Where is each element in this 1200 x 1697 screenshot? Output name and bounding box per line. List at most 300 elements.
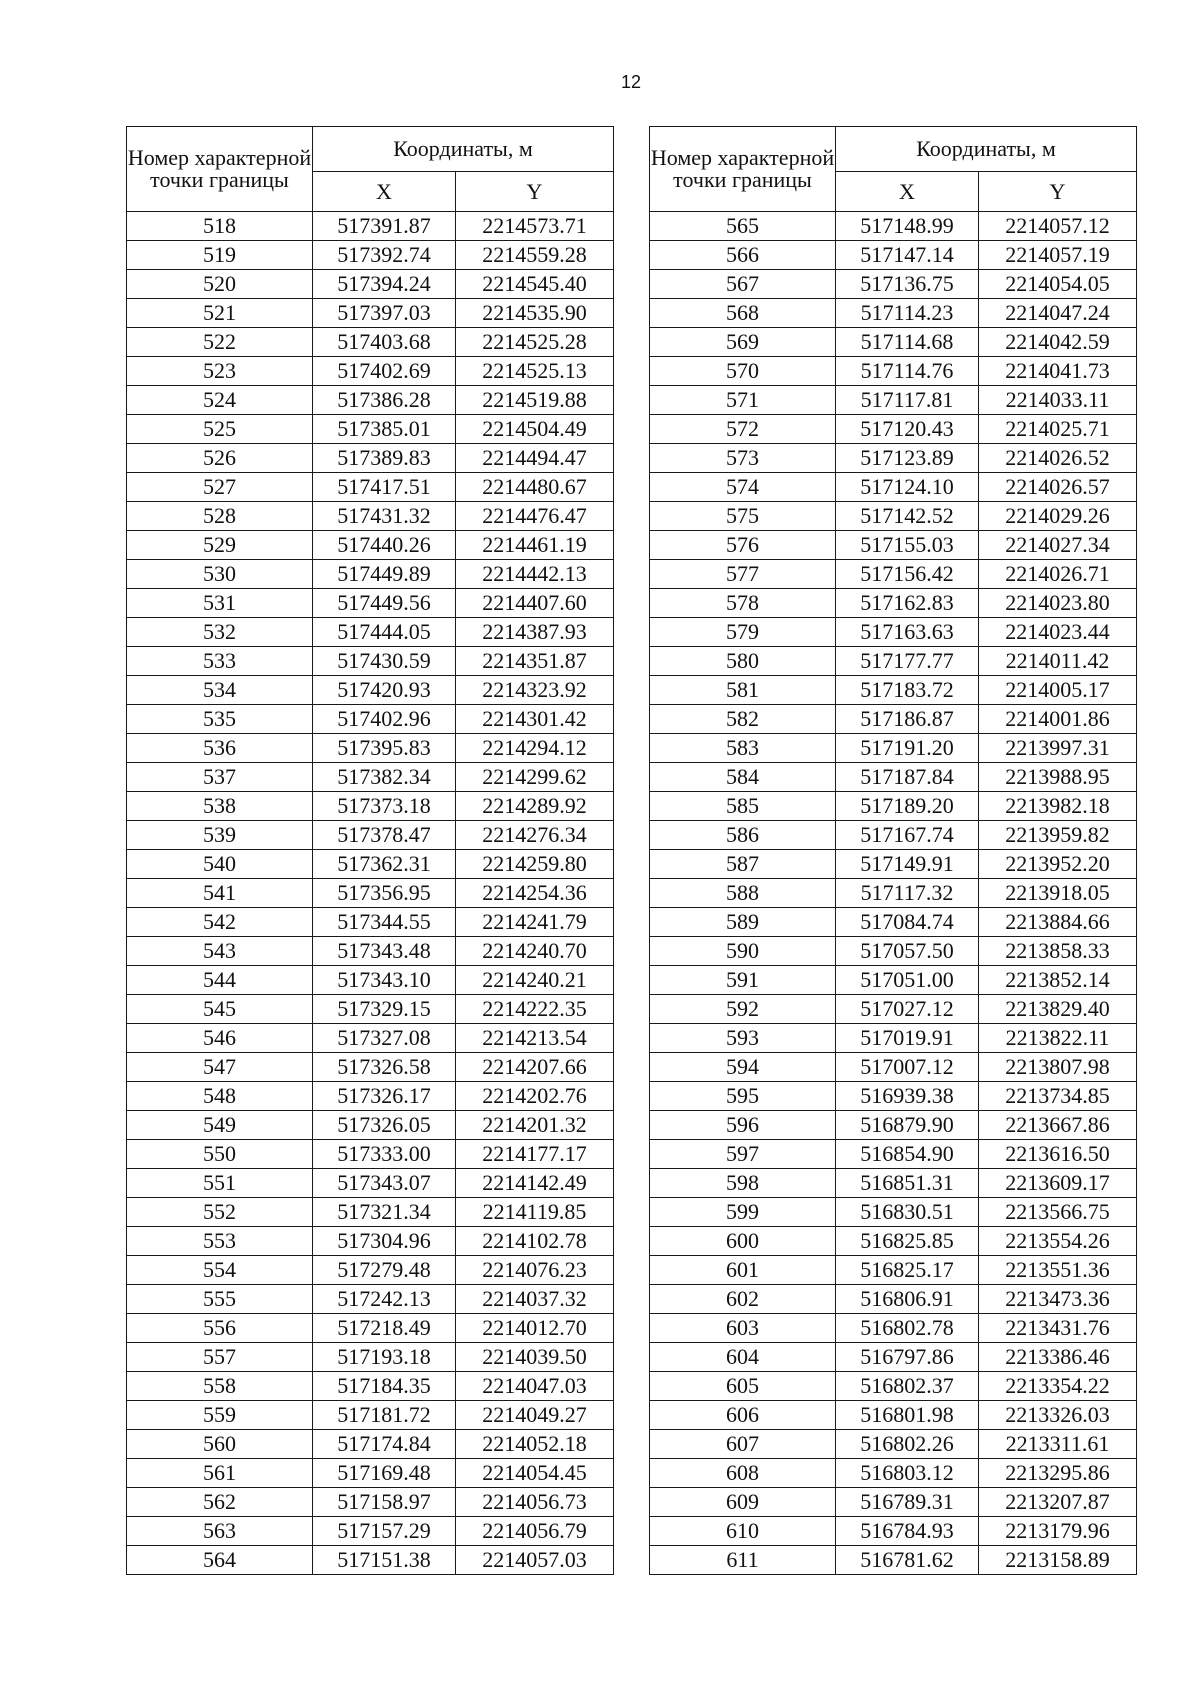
y-coordinate-cell: 2214042.59 bbox=[979, 328, 1137, 357]
y-coordinate-cell: 2214201.32 bbox=[456, 1111, 614, 1140]
x-coordinate-cell: 517187.84 bbox=[836, 763, 979, 792]
point-number-cell: 608 bbox=[650, 1459, 836, 1488]
x-coordinate-cell: 517378.47 bbox=[313, 821, 456, 850]
point-number-cell: 557 bbox=[127, 1343, 313, 1372]
y-coordinate-cell: 2214494.47 bbox=[456, 444, 614, 473]
x-coordinate-cell: 517327.08 bbox=[313, 1024, 456, 1053]
x-coordinate-cell: 517242.13 bbox=[313, 1285, 456, 1314]
x-coordinate-cell: 517117.81 bbox=[836, 386, 979, 415]
x-coordinate-cell: 517279.48 bbox=[313, 1256, 456, 1285]
table-row bbox=[650, 589, 1137, 618]
y-coordinate-cell: 2213554.26 bbox=[979, 1227, 1137, 1256]
y-coordinate-cell: 2214476.47 bbox=[456, 502, 614, 531]
page-number: 12 bbox=[620, 72, 642, 92]
point-number-cell: 565 bbox=[650, 212, 836, 241]
y-coordinate-cell: 2213822.11 bbox=[979, 1024, 1137, 1053]
x-coordinate-cell: 517420.93 bbox=[313, 676, 456, 705]
table-row bbox=[650, 1343, 1137, 1372]
table-row bbox=[650, 705, 1137, 734]
y-coordinate-cell: 2214005.17 bbox=[979, 676, 1137, 705]
y-coordinate-cell: 2214056.79 bbox=[456, 1517, 614, 1546]
y-coordinate-cell: 2213386.46 bbox=[979, 1343, 1137, 1372]
point-number-cell: 605 bbox=[650, 1372, 836, 1401]
table-row bbox=[650, 1082, 1137, 1111]
table-row bbox=[650, 1401, 1137, 1430]
table-body bbox=[127, 212, 614, 1575]
y-coordinate-cell: 2214299.62 bbox=[456, 763, 614, 792]
point-number-cell: 567 bbox=[650, 270, 836, 299]
y-coordinate-cell: 2214027.34 bbox=[979, 531, 1137, 560]
y-coordinate-cell: 2214023.80 bbox=[979, 589, 1137, 618]
y-coordinate-cell: 2214461.19 bbox=[456, 531, 614, 560]
x-coordinate-cell: 517391.87 bbox=[313, 212, 456, 241]
point-number-cell: 574 bbox=[650, 473, 836, 502]
point-number-cell: 519 bbox=[127, 241, 313, 270]
point-number-cell: 537 bbox=[127, 763, 313, 792]
table-row bbox=[127, 763, 614, 792]
point-number-cell: 595 bbox=[650, 1082, 836, 1111]
point-number-cell: 524 bbox=[127, 386, 313, 415]
y-coordinate-cell: 2213566.75 bbox=[979, 1198, 1137, 1227]
table-row bbox=[127, 1488, 614, 1517]
x-coordinate-cell: 517019.91 bbox=[836, 1024, 979, 1053]
point-number-cell: 544 bbox=[127, 966, 313, 995]
x-coordinate-cell: 517123.89 bbox=[836, 444, 979, 473]
x-coordinate-cell: 517344.55 bbox=[313, 908, 456, 937]
x-coordinate-cell: 516802.37 bbox=[836, 1372, 979, 1401]
x-coordinate-cell: 517174.84 bbox=[313, 1430, 456, 1459]
y-coordinate-cell: 2214057.03 bbox=[456, 1546, 614, 1575]
table-row bbox=[650, 1111, 1137, 1140]
y-coordinate-cell: 2214054.45 bbox=[456, 1459, 614, 1488]
point-number-cell: 611 bbox=[650, 1546, 836, 1575]
y-coordinate-cell: 2214519.88 bbox=[456, 386, 614, 415]
table-row bbox=[650, 1169, 1137, 1198]
x-coordinate-cell: 517304.96 bbox=[313, 1227, 456, 1256]
y-coordinate-cell: 2213734.85 bbox=[979, 1082, 1137, 1111]
point-number-cell: 593 bbox=[650, 1024, 836, 1053]
point-number-cell: 569 bbox=[650, 328, 836, 357]
table-row bbox=[127, 1024, 614, 1053]
x-coordinate-cell: 517007.12 bbox=[836, 1053, 979, 1082]
x-coordinate-cell: 516825.17 bbox=[836, 1256, 979, 1285]
table-row bbox=[127, 560, 614, 589]
point-number-cell: 540 bbox=[127, 850, 313, 879]
y-coordinate-cell: 2214102.78 bbox=[456, 1227, 614, 1256]
x-coordinate-cell: 516854.90 bbox=[836, 1140, 979, 1169]
y-coordinate-cell: 2214545.40 bbox=[456, 270, 614, 299]
x-coordinate-cell: 517321.34 bbox=[313, 1198, 456, 1227]
x-coordinate-cell: 516806.91 bbox=[836, 1285, 979, 1314]
point-number-cell: 541 bbox=[127, 879, 313, 908]
table-row bbox=[127, 386, 614, 415]
point-number-cell: 571 bbox=[650, 386, 836, 415]
point-number-cell: 529 bbox=[127, 531, 313, 560]
y-coordinate-cell: 2213326.03 bbox=[979, 1401, 1137, 1430]
table-row bbox=[650, 1372, 1137, 1401]
table-row bbox=[127, 328, 614, 357]
point-number-cell: 588 bbox=[650, 879, 836, 908]
table-row bbox=[127, 1227, 614, 1256]
table-row bbox=[650, 1227, 1137, 1256]
point-number-cell: 584 bbox=[650, 763, 836, 792]
y-coordinate-cell: 2214057.12 bbox=[979, 212, 1137, 241]
point-number-cell: 549 bbox=[127, 1111, 313, 1140]
y-coordinate-cell: 2214289.92 bbox=[456, 792, 614, 821]
table-row bbox=[127, 589, 614, 618]
point-number-header: Номер характерной точки границы bbox=[650, 127, 836, 212]
x-coordinate-cell: 517382.34 bbox=[313, 763, 456, 792]
x-coordinate-cell: 517343.07 bbox=[313, 1169, 456, 1198]
y-coordinate-cell: 2214259.80 bbox=[456, 850, 614, 879]
y-coordinate-cell: 2214012.70 bbox=[456, 1314, 614, 1343]
y-column-header: Y bbox=[979, 172, 1137, 212]
y-coordinate-cell: 2214504.49 bbox=[456, 415, 614, 444]
y-coordinate-cell: 2214037.32 bbox=[456, 1285, 614, 1314]
table-row bbox=[650, 1430, 1137, 1459]
point-number-cell: 553 bbox=[127, 1227, 313, 1256]
y-coordinate-cell: 2214023.44 bbox=[979, 618, 1137, 647]
x-coordinate-cell: 517386.28 bbox=[313, 386, 456, 415]
table-row bbox=[650, 995, 1137, 1024]
x-coordinate-cell: 517356.95 bbox=[313, 879, 456, 908]
table-row bbox=[650, 415, 1137, 444]
table-row bbox=[650, 1517, 1137, 1546]
y-coordinate-cell: 2213807.98 bbox=[979, 1053, 1137, 1082]
y-coordinate-cell: 2214026.52 bbox=[979, 444, 1137, 473]
x-coordinate-cell: 517394.24 bbox=[313, 270, 456, 299]
point-number-cell: 587 bbox=[650, 850, 836, 879]
point-number-cell: 536 bbox=[127, 734, 313, 763]
table-row bbox=[127, 908, 614, 937]
x-coordinate-cell: 517169.48 bbox=[313, 1459, 456, 1488]
point-number-cell: 558 bbox=[127, 1372, 313, 1401]
x-coordinate-cell: 517402.69 bbox=[313, 357, 456, 386]
table-row bbox=[127, 1459, 614, 1488]
table-row bbox=[127, 1314, 614, 1343]
table-row bbox=[127, 618, 614, 647]
table-row bbox=[127, 1401, 614, 1430]
y-coordinate-cell: 2213858.33 bbox=[979, 937, 1137, 966]
x-coordinate-cell: 517162.83 bbox=[836, 589, 979, 618]
x-coordinate-cell: 516784.93 bbox=[836, 1517, 979, 1546]
point-number-cell: 610 bbox=[650, 1517, 836, 1546]
y-coordinate-cell: 2214011.42 bbox=[979, 647, 1137, 676]
point-number-cell: 594 bbox=[650, 1053, 836, 1082]
point-number-cell: 592 bbox=[650, 995, 836, 1024]
y-coordinate-cell: 2213918.05 bbox=[979, 879, 1137, 908]
table-row bbox=[650, 241, 1137, 270]
x-coordinate-cell: 516801.98 bbox=[836, 1401, 979, 1430]
x-coordinate-cell: 517329.15 bbox=[313, 995, 456, 1024]
y-coordinate-cell: 2214119.85 bbox=[456, 1198, 614, 1227]
point-number-cell: 564 bbox=[127, 1546, 313, 1575]
point-number-cell: 525 bbox=[127, 415, 313, 444]
x-coordinate-cell: 516781.62 bbox=[836, 1546, 979, 1575]
point-number-cell: 543 bbox=[127, 937, 313, 966]
y-coordinate-cell: 2214294.12 bbox=[456, 734, 614, 763]
point-number-cell: 528 bbox=[127, 502, 313, 531]
table-row bbox=[650, 1546, 1137, 1575]
y-coordinate-cell: 2214202.76 bbox=[456, 1082, 614, 1111]
y-coordinate-cell: 2214056.73 bbox=[456, 1488, 614, 1517]
x-coordinate-cell: 517449.89 bbox=[313, 560, 456, 589]
y-coordinate-cell: 2213997.31 bbox=[979, 734, 1137, 763]
table-row bbox=[127, 1285, 614, 1314]
table-row bbox=[127, 502, 614, 531]
table-row bbox=[650, 1256, 1137, 1285]
y-coordinate-cell: 2214407.60 bbox=[456, 589, 614, 618]
point-number-cell: 556 bbox=[127, 1314, 313, 1343]
y-coordinate-cell: 2213295.86 bbox=[979, 1459, 1137, 1488]
point-number-cell: 522 bbox=[127, 328, 313, 357]
x-coordinate-cell: 516797.86 bbox=[836, 1343, 979, 1372]
point-number-cell: 526 bbox=[127, 444, 313, 473]
point-number-cell: 548 bbox=[127, 1082, 313, 1111]
x-coordinate-cell: 517395.83 bbox=[313, 734, 456, 763]
table-row bbox=[127, 966, 614, 995]
y-coordinate-cell: 2214049.27 bbox=[456, 1401, 614, 1430]
y-coordinate-cell: 2214039.50 bbox=[456, 1343, 614, 1372]
x-coordinate-cell: 517343.10 bbox=[313, 966, 456, 995]
x-coordinate-cell: 516802.78 bbox=[836, 1314, 979, 1343]
point-number-cell: 521 bbox=[127, 299, 313, 328]
table-row bbox=[650, 763, 1137, 792]
table-row bbox=[127, 995, 614, 1024]
y-coordinate-cell: 2214026.57 bbox=[979, 473, 1137, 502]
x-coordinate-cell: 517117.32 bbox=[836, 879, 979, 908]
table-row bbox=[127, 1082, 614, 1111]
point-number-cell: 554 bbox=[127, 1256, 313, 1285]
y-coordinate-cell: 2214041.73 bbox=[979, 357, 1137, 386]
point-number-cell: 534 bbox=[127, 676, 313, 705]
table-row bbox=[127, 531, 614, 560]
table-row bbox=[650, 1053, 1137, 1082]
y-coordinate-cell: 2214241.79 bbox=[456, 908, 614, 937]
coordinates-header: Координаты, м bbox=[313, 127, 614, 172]
point-number-cell: 599 bbox=[650, 1198, 836, 1227]
y-coordinate-cell: 2214076.23 bbox=[456, 1256, 614, 1285]
table-row bbox=[650, 1285, 1137, 1314]
x-coordinate-cell: 517362.31 bbox=[313, 850, 456, 879]
table-row bbox=[650, 850, 1137, 879]
point-number-cell: 589 bbox=[650, 908, 836, 937]
table-row bbox=[650, 386, 1137, 415]
point-number-cell: 532 bbox=[127, 618, 313, 647]
point-number-cell: 585 bbox=[650, 792, 836, 821]
y-coordinate-cell: 2213473.36 bbox=[979, 1285, 1137, 1314]
table-row bbox=[650, 821, 1137, 850]
table-row bbox=[127, 1546, 614, 1575]
table-row bbox=[127, 792, 614, 821]
y-coordinate-cell: 2214323.92 bbox=[456, 676, 614, 705]
table-row bbox=[650, 937, 1137, 966]
y-coordinate-cell: 2213616.50 bbox=[979, 1140, 1137, 1169]
table-row bbox=[127, 1517, 614, 1546]
y-coordinate-cell: 2213667.86 bbox=[979, 1111, 1137, 1140]
point-number-cell: 603 bbox=[650, 1314, 836, 1343]
x-coordinate-cell: 517326.05 bbox=[313, 1111, 456, 1140]
table-row bbox=[127, 270, 614, 299]
y-coordinate-cell: 2213982.18 bbox=[979, 792, 1137, 821]
point-number-cell: 539 bbox=[127, 821, 313, 850]
y-coordinate-cell: 2214213.54 bbox=[456, 1024, 614, 1053]
x-coordinate-cell: 517183.72 bbox=[836, 676, 979, 705]
x-coordinate-cell: 517189.20 bbox=[836, 792, 979, 821]
x-coordinate-cell: 517149.91 bbox=[836, 850, 979, 879]
point-number-cell: 535 bbox=[127, 705, 313, 734]
point-number-cell: 566 bbox=[650, 241, 836, 270]
point-number-cell: 551 bbox=[127, 1169, 313, 1198]
table-row bbox=[127, 299, 614, 328]
x-coordinate-cell: 517403.68 bbox=[313, 328, 456, 357]
point-number-header: Номер характерной точки границы bbox=[127, 127, 313, 212]
table-row bbox=[650, 1459, 1137, 1488]
y-coordinate-cell: 2213829.40 bbox=[979, 995, 1137, 1024]
point-number-cell: 530 bbox=[127, 560, 313, 589]
point-number-cell: 597 bbox=[650, 1140, 836, 1169]
x-coordinate-cell: 517136.75 bbox=[836, 270, 979, 299]
y-coordinate-cell: 2214559.28 bbox=[456, 241, 614, 270]
x-coordinate-cell: 517449.56 bbox=[313, 589, 456, 618]
x-coordinate-cell: 516825.85 bbox=[836, 1227, 979, 1256]
point-number-cell: 601 bbox=[650, 1256, 836, 1285]
table-row bbox=[650, 473, 1137, 502]
point-number-cell: 600 bbox=[650, 1227, 836, 1256]
x-coordinate-cell: 517397.03 bbox=[313, 299, 456, 328]
table-row bbox=[650, 560, 1137, 589]
y-coordinate-cell: 2214142.49 bbox=[456, 1169, 614, 1198]
x-coordinate-cell: 516939.38 bbox=[836, 1082, 979, 1111]
table-row bbox=[650, 502, 1137, 531]
x-coordinate-cell: 517326.17 bbox=[313, 1082, 456, 1111]
y-coordinate-cell: 2214480.67 bbox=[456, 473, 614, 502]
table-row bbox=[650, 1488, 1137, 1517]
y-coordinate-cell: 2214240.21 bbox=[456, 966, 614, 995]
table-row bbox=[650, 1024, 1137, 1053]
y-coordinate-cell: 2214054.05 bbox=[979, 270, 1137, 299]
point-number-cell: 560 bbox=[127, 1430, 313, 1459]
x-coordinate-cell: 517326.58 bbox=[313, 1053, 456, 1082]
table-row bbox=[127, 1430, 614, 1459]
point-number-cell: 581 bbox=[650, 676, 836, 705]
y-coordinate-cell: 2213207.87 bbox=[979, 1488, 1137, 1517]
y-coordinate-cell: 2214026.71 bbox=[979, 560, 1137, 589]
point-number-cell: 579 bbox=[650, 618, 836, 647]
point-number-cell: 518 bbox=[127, 212, 313, 241]
y-coordinate-cell: 2213354.22 bbox=[979, 1372, 1137, 1401]
point-number-cell: 546 bbox=[127, 1024, 313, 1053]
x-coordinate-cell: 517385.01 bbox=[313, 415, 456, 444]
x-coordinate-cell: 517191.20 bbox=[836, 734, 979, 763]
x-coordinate-cell: 517151.38 bbox=[313, 1546, 456, 1575]
point-number-cell: 550 bbox=[127, 1140, 313, 1169]
x-coordinate-cell: 516803.12 bbox=[836, 1459, 979, 1488]
y-coordinate-cell: 2214240.70 bbox=[456, 937, 614, 966]
x-coordinate-cell: 517051.00 bbox=[836, 966, 979, 995]
point-number-cell: 533 bbox=[127, 647, 313, 676]
y-coordinate-cell: 2214057.19 bbox=[979, 241, 1137, 270]
table-row bbox=[650, 1198, 1137, 1227]
x-coordinate-cell: 517373.18 bbox=[313, 792, 456, 821]
table-row bbox=[650, 676, 1137, 705]
y-coordinate-cell: 2213551.36 bbox=[979, 1256, 1137, 1285]
table-row bbox=[127, 241, 614, 270]
point-number-cell: 555 bbox=[127, 1285, 313, 1314]
table-row bbox=[650, 734, 1137, 763]
table-row bbox=[127, 415, 614, 444]
coordinates-header: Координаты, м bbox=[836, 127, 1137, 172]
point-number-cell: 582 bbox=[650, 705, 836, 734]
point-number-cell: 572 bbox=[650, 415, 836, 444]
table-row bbox=[127, 1256, 614, 1285]
point-number-cell: 583 bbox=[650, 734, 836, 763]
table-row bbox=[650, 908, 1137, 937]
point-number-cell: 523 bbox=[127, 357, 313, 386]
y-coordinate-cell: 2214033.11 bbox=[979, 386, 1137, 415]
x-coordinate-cell: 517218.49 bbox=[313, 1314, 456, 1343]
point-number-cell: 604 bbox=[650, 1343, 836, 1372]
y-coordinate-cell: 2214301.42 bbox=[456, 705, 614, 734]
y-coordinate-cell: 2213852.14 bbox=[979, 966, 1137, 995]
y-coordinate-cell: 2214442.13 bbox=[456, 560, 614, 589]
x-coordinate-cell: 517444.05 bbox=[313, 618, 456, 647]
point-number-cell: 573 bbox=[650, 444, 836, 473]
point-number-cell: 570 bbox=[650, 357, 836, 386]
x-coordinate-cell: 517158.97 bbox=[313, 1488, 456, 1517]
table-row bbox=[127, 212, 614, 241]
table-row bbox=[127, 357, 614, 386]
y-coordinate-cell: 2214573.71 bbox=[456, 212, 614, 241]
point-number-cell: 576 bbox=[650, 531, 836, 560]
y-coordinate-cell: 2213311.61 bbox=[979, 1430, 1137, 1459]
x-coordinate-cell: 517147.14 bbox=[836, 241, 979, 270]
y-coordinate-cell: 2213884.66 bbox=[979, 908, 1137, 937]
point-number-cell: 538 bbox=[127, 792, 313, 821]
y-coordinate-cell: 2213952.20 bbox=[979, 850, 1137, 879]
table-row bbox=[650, 1314, 1137, 1343]
x-coordinate-cell: 517163.63 bbox=[836, 618, 979, 647]
y-coordinate-cell: 2214047.24 bbox=[979, 299, 1137, 328]
point-number-cell: 577 bbox=[650, 560, 836, 589]
table-row bbox=[127, 1053, 614, 1082]
y-coordinate-cell: 2214207.66 bbox=[456, 1053, 614, 1082]
y-coordinate-cell: 2213158.89 bbox=[979, 1546, 1137, 1575]
x-coordinate-cell: 517392.74 bbox=[313, 241, 456, 270]
point-number-cell: 559 bbox=[127, 1401, 313, 1430]
y-coordinate-cell: 2213431.76 bbox=[979, 1314, 1137, 1343]
y-coordinate-cell: 2214001.86 bbox=[979, 705, 1137, 734]
table-row bbox=[127, 1372, 614, 1401]
x-coordinate-cell: 517186.87 bbox=[836, 705, 979, 734]
x-coordinate-cell: 517184.35 bbox=[313, 1372, 456, 1401]
x-coordinate-cell: 517155.03 bbox=[836, 531, 979, 560]
x-coordinate-cell: 516789.31 bbox=[836, 1488, 979, 1517]
point-number-cell: 598 bbox=[650, 1169, 836, 1198]
table-row bbox=[127, 1198, 614, 1227]
table-row bbox=[650, 270, 1137, 299]
x-coordinate-cell: 517181.72 bbox=[313, 1401, 456, 1430]
table-row bbox=[650, 618, 1137, 647]
point-number-cell: 552 bbox=[127, 1198, 313, 1227]
y-coordinate-cell: 2214177.17 bbox=[456, 1140, 614, 1169]
table-row bbox=[127, 444, 614, 473]
table-row bbox=[650, 212, 1137, 241]
y-coordinate-cell: 2214525.28 bbox=[456, 328, 614, 357]
x-coordinate-cell: 517333.00 bbox=[313, 1140, 456, 1169]
x-coordinate-cell: 517027.12 bbox=[836, 995, 979, 1024]
point-number-cell: 531 bbox=[127, 589, 313, 618]
